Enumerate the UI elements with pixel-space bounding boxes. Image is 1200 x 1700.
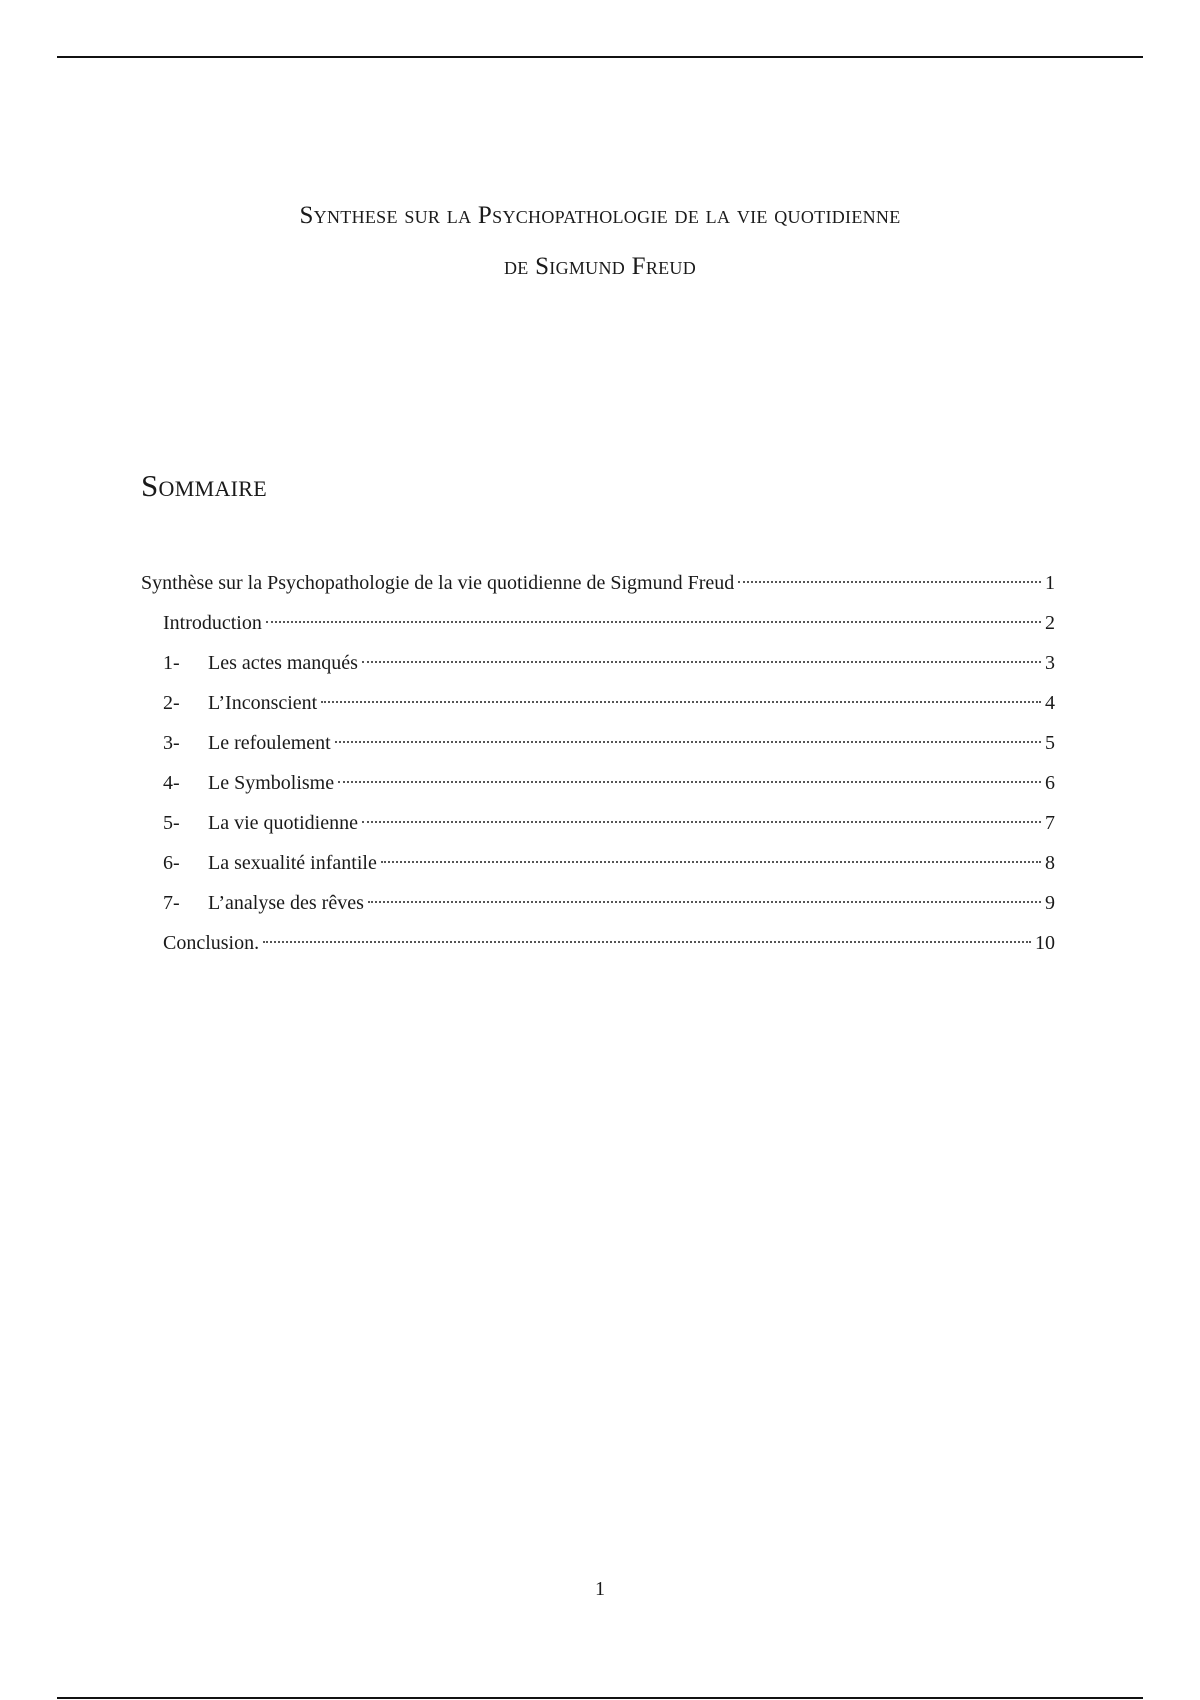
- toc-entry-text: La sexualité infantile: [208, 852, 377, 874]
- toc-entry[interactable]: [141, 563, 1055, 603]
- toc-dot-leader: [368, 901, 1041, 903]
- toc-entry[interactable]: [141, 723, 1055, 763]
- toc-entry-number: 7-: [163, 892, 180, 914]
- toc-entry-number: 2-: [163, 692, 180, 714]
- toc-dot-leader: [335, 741, 1041, 743]
- toc-entry[interactable]: [141, 763, 1055, 803]
- toc-dot-leader: [738, 581, 1041, 583]
- toc-dot-leader: [321, 701, 1041, 703]
- table-of-contents: [141, 563, 1055, 963]
- toc-entry-number: 6-: [163, 852, 180, 874]
- document-title: [100, 190, 1100, 292]
- toc-entry-page: 7: [1045, 812, 1055, 834]
- toc-entry-text: Introduction: [163, 612, 262, 634]
- toc-dot-leader: [362, 661, 1041, 663]
- toc-heading: Sommaire: [141, 468, 267, 503]
- toc-entry-page: 4: [1045, 692, 1055, 714]
- toc-entry-text: Synthèse sur la Psychopathologie de la vie quotidienne de Sigmund Freud: [141, 572, 735, 594]
- toc-entry[interactable]: [141, 843, 1055, 883]
- toc-entry[interactable]: [141, 883, 1055, 923]
- title-line-1: Synthese sur la Psychopathologie de la vie quotidienne: [299, 202, 901, 229]
- toc-entry-text: La vie quotidienne: [208, 812, 358, 834]
- toc-dot-leader: [338, 781, 1041, 783]
- toc-entry-text: L’Inconscient: [208, 692, 318, 714]
- toc-entry-page: 2: [1045, 612, 1055, 634]
- toc-entry-text: L’analyse des rêves: [208, 892, 364, 914]
- toc-dot-leader: [266, 621, 1041, 623]
- toc-entry[interactable]: [141, 683, 1055, 723]
- page-number: 1: [595, 1578, 605, 1600]
- toc-entry-page: 5: [1045, 732, 1055, 754]
- toc-entry[interactable]: [141, 643, 1055, 683]
- toc-entry-page: 3: [1045, 652, 1055, 674]
- footer-rule: [57, 1697, 1143, 1699]
- toc-entry-number: 3-: [163, 732, 180, 754]
- title-line-2: de Sigmund Freud: [503, 253, 697, 280]
- toc-entry-text: Les actes manqués: [208, 652, 358, 674]
- toc-entry-number: 5-: [163, 812, 180, 834]
- toc-entry-number: 4-: [163, 772, 180, 794]
- toc-entry[interactable]: [141, 923, 1055, 963]
- toc-dot-leader: [381, 861, 1041, 863]
- toc-entry-page: 9: [1045, 892, 1055, 914]
- header-rule: [57, 56, 1143, 58]
- toc-entry-page: 1: [1045, 572, 1055, 594]
- toc-entry-page: 8: [1045, 852, 1055, 874]
- toc-entry[interactable]: [141, 603, 1055, 643]
- toc-entry-text: Le Symbolisme: [208, 772, 335, 794]
- toc-dot-leader: [263, 941, 1031, 943]
- toc-entry-text: Le refoulement: [208, 732, 331, 754]
- toc-dot-leader: [362, 821, 1041, 823]
- toc-entry-page: 10: [1035, 932, 1055, 954]
- toc-entry-page: 6: [1045, 772, 1055, 794]
- toc-entry-text: Conclusion.: [163, 932, 260, 954]
- toc-entry[interactable]: [141, 803, 1055, 843]
- toc-entry-number: 1-: [163, 652, 180, 674]
